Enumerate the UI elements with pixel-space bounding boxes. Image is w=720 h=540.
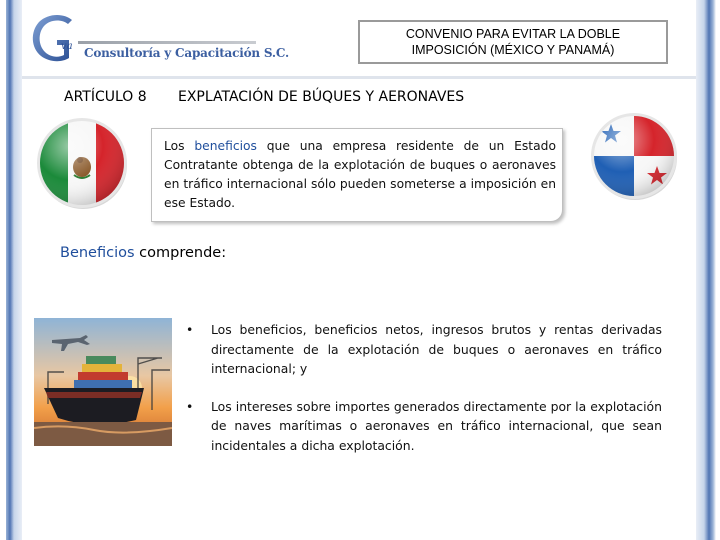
logo-underline: [78, 41, 256, 44]
list-item-text: Los intereses sobre importes generados directamente por la explotación de naves marítimas o aeronaves en tráfico internacional, que sean incidentales a dicha explotación.: [211, 398, 662, 453]
definition-text-after: que una empresa residente de un Estado Contratante obtenga de la explotación de buques o aeronaves en tráfico internacional sólo pueden someterse a imposición en ese Estado.: [164, 139, 556, 210]
article-title: EXPLATACIÓN DE BÚQUES Y AERONAVES: [178, 89, 465, 105]
header-divider: [22, 76, 696, 79]
panama-flag-icon: [588, 110, 680, 202]
logo-g-icon: [28, 10, 268, 70]
list-item: [186, 397, 662, 456]
definition-highlight: beneficios: [194, 139, 257, 153]
document-title-box: [358, 20, 668, 64]
ship-airplane-photo: [34, 318, 172, 446]
company-logo: [28, 10, 268, 70]
list-item-text: Los beneficios, beneficios netos, ingresos brutos y rentas derivadas directamente de la explotación de buques o aeronaves en tráfico internacional; y: [211, 322, 662, 376]
definition-box: [151, 128, 563, 222]
left-frame-border: [0, 0, 22, 540]
list-item: [186, 320, 662, 379]
benefits-heading: [60, 245, 226, 261]
benefits-list: [186, 320, 662, 473]
benefits-heading-highlight: Beneficios: [60, 245, 135, 261]
company-name: Consultoría y Capacitación S.C.: [84, 46, 290, 60]
bullet-icon: •: [186, 398, 194, 414]
title-line-2: IMPOSICIÓN (MÉXICO Y PANAMÁ): [411, 43, 615, 57]
right-frame-border: [696, 0, 720, 540]
mexico-flag-icon: [34, 115, 130, 211]
article-number: ARTÍCULO 8: [64, 89, 147, 105]
definition-text-before: Los: [164, 139, 195, 153]
benefits-heading-rest: comprende:: [134, 245, 227, 261]
bullet-icon: •: [186, 322, 194, 337]
logo-mark-text: va: [61, 41, 73, 52]
title-line-1: CONVENIO PARA EVITAR LA DOBLE: [405, 27, 621, 41]
